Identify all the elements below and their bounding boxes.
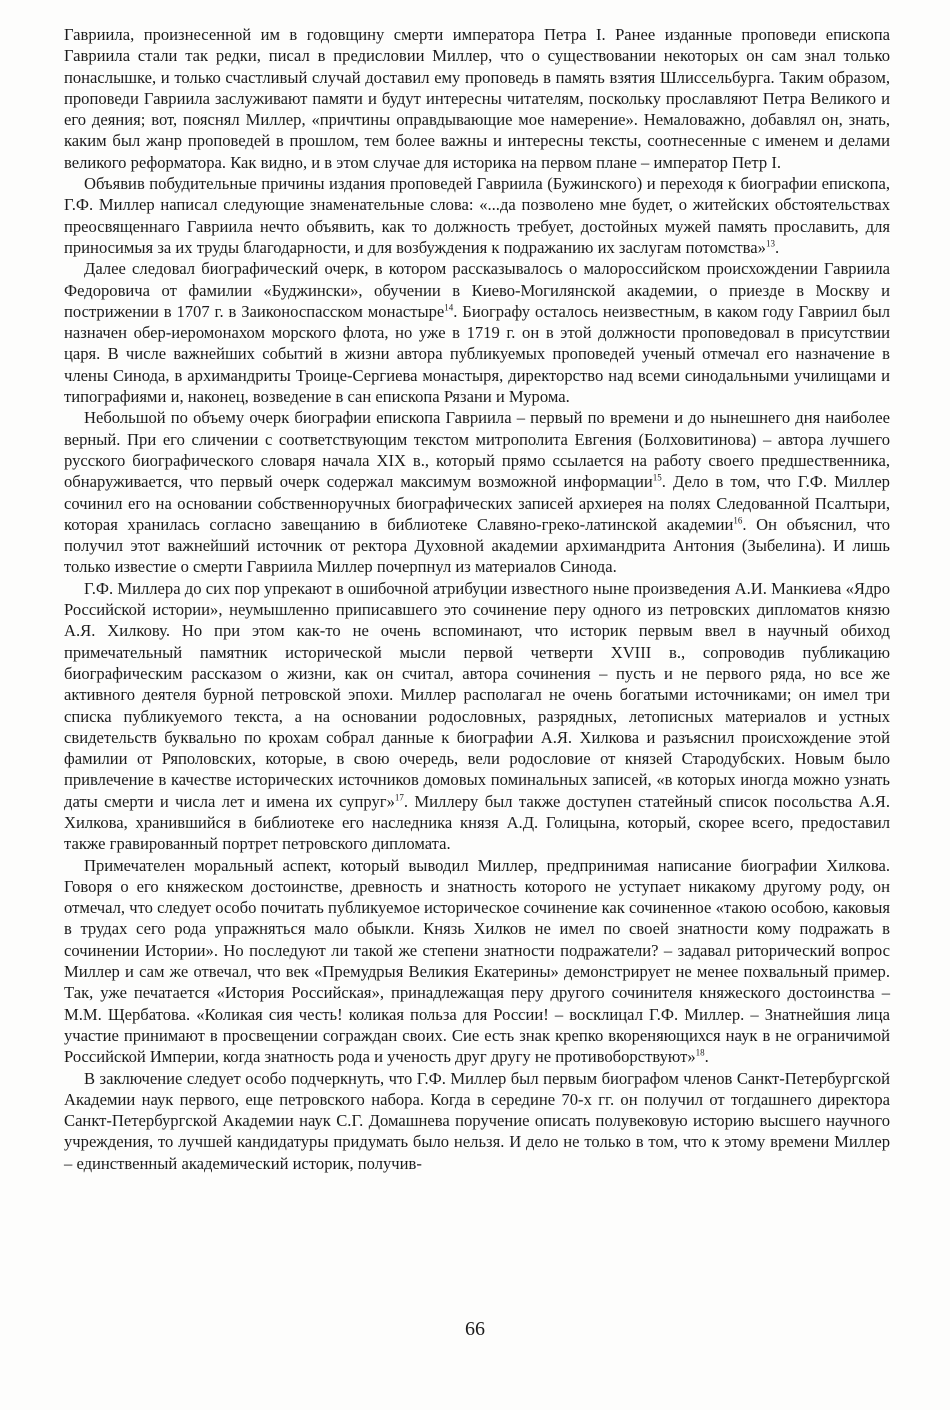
paragraph-4: Небольшой по объему очерк биографии епископа Гавриила – первый по времени и до нынешнего дня наиболее верный. При его сличении с соответствующим текстом митрополита Евгения (Болховитинова) – автора лучшего русского биографического словаря начала XIX в., который прямо ссылается на работу своего предшественника, обнаруживается, что первый очерк содержал максимум возможной информации$^{15}$. Дело в том, что Г.Ф. Миллер сочинил его на основании собственноручных биографических записей архиерея на полях Следованной Псалтыри, которая хранилась согласно завещанию в библиотеке Славяно-греко-латинской академии$^{16}$. Он объяснил, что получил этот важнейший источник от ректора Духовной академии архимандрита Антония (Зыбелина). И лишь только известие о смерти Гавриила Миллер почерпнул из материалов Синода.: [64, 408, 890, 577]
body-text: [64, 24, 890, 1174]
paragraph-5: Г.Ф. Миллера до сих пор упрекают в ошибочной атрибуции известного ныне произведения А.И. Манкиева «Ядро Российской истории», неумышленно приписавшего это сочинение перу одного из петровских дипломатов князю А.Я. Хилкову. Но при этом как-то не очень вспоминают, что историк первым ввел в научный обиход примечательный памятник исторической мысли первой четверти XVIII в., сопроводив публикацию биографическим рассказом о жизни, как он считал, автора сочинения – пусть и не первого ряда, но все же активного деятеля бурной петровской эпохи. Миллер располагал не очень богатыми источниками; он имел три списка публикуемого текста, а на основании родословных, разрядных, летописных материалов и устных свидетельств буквально по крохам собрал данные к биографии А.Я. Хилкова и разъяснил происхождение этой фамилии от Ряполовских, которые, в свою очередь, вели родословие от князей Стародубских. Новым было привлечение в качестве исторических источников домовых поминальных записей, «в которых иногда можно узнать даты смерти и числа лет и имена их супруг»$^{17}$. Миллеру был также доступен статейный список посольства А.Я. Хилкова, хранившийся в библиотеке его наследника князя А.Д. Голицына, который, скорее всего, предоставил также гравированный портрет петровского дипломата.: [64, 578, 890, 854]
paragraph-2: Объявив побудительные причины издания проповедей Гавриила (Бужинского) и переходя к биографии епископа, Г.Ф. Миллер написал следующие знаменательные слова: «...да позволено мне будет, о житейских обстоятельствах преосвященнаго Гавриила нечто объявить, как то должность требует, достойных мужей память прославить, для приносимыя за их труды благодарности, и для возбуждения к подражанию их заслугам потомства»$^{13}$.: [64, 174, 890, 257]
paragraph-7: В заключение следует особо подчеркнуть, что Г.Ф. Миллер был первым биографом членов Санкт-Петербургской Академии наук первого, еще петровского набора. Когда в середине 70-х гг. он получил от тогдашнего директора Санкт-Петербургской Академии наук С.Г. Домашнева поручение описать полувековую историю высшего научного учреждения, то лучшей кандидатуры придумать было нельзя. И дело не только в том, что к этому времени Миллер – единственный академический историк, получив-: [64, 1068, 890, 1173]
footnote-ref-18[interactable]: 18: [695, 1047, 705, 1058]
page-number: 66: [465, 1318, 485, 1340]
paragraph-6: Примечателен моральный аспект, который выводил Миллер, предпринимая написание биографии Хилкова. Говоря о его княжеском достоинстве, древность и знатность которого не уступает никакому другому роду, он отмечал, что следует особо почитать публикуемое историческое сочинение как сочиненное «такою особою, каковыя в трудах сего рода упражняться мало обыкли. Князь Хилков не имел по своей знатности кому подражать в сочинении Истории». Но последуют ли такой же степени знатности подражатели? – задавал риторический вопрос Миллер и сам же отвечал, что век «Премудрыя Великия Екатерины» демонстрирует не менее похвальный пример. Так, уже печатается «История Российская», принадлежащая перу другого сочинителя княжеского достоинства – М.М. Щербатова. «Коликая сия честь! коликая польза для России! – восклицал Г.Ф. Миллер. – Знатнейшия лица участие принимают в просвещении сограждан своих. Сие есть знак крепко вкореняющихся наук в не ограничимой Российской Империи, когда знатность рода и ученость друг другу не противоборствуют»$^{18}$.: [64, 855, 890, 1067]
footnote-ref-13[interactable]: 13: [765, 238, 775, 249]
paragraph-3: Далее следовал биографический очерк, в котором рассказывалось о малороссийском происхождении Гавриила Федоровича от фамилии «Буджински», обучении в Киево-Могилянской академии, о приезде в Москву и пострижении в 1707 г. в Заиконоспасском монастыре$^{14}$. Биографу осталось неизвестным, в каком году Гавриил был назначен обер-иеромонахом морского флота, но уже в 1719 г. он в этой должности проповедовал в присутствии царя. В числе важнейших событий в жизни автора публикуемых проповедей ученый отмечал его назначение в члены Синода, в архимандриты Троице-Сергиева монастыря, директорство над всеми синодальными училищами и типографиями и, наконец, возведение в сан епископа Рязани и Мурома.: [64, 259, 890, 407]
paragraph-1: Гавриила, произнесенной им в годовщину смерти императора Петра I. Ранее изданные проповеди епископа Гавриила стали так редки, писал в предисловии Миллер, что о существовании некоторых он сам знал только понаслышке, и только счастливый случай доставил ему проповедь в память взятия Шлиссельбурга. Таким образом, проповеди Гавриила заслуживают памяти и будут интересны читателям, поскольку прославляют Петра Великого и его деяния; вот, пояснял Миллер, «причтины оправдывающие мое намерение». Немаловажно, добавлял он, знать, каким был жанр проповедей в прошлом, тем более важны и интересны тексты, соотнесенные с именем и делами великого реформатора. Как видно, и в этом случае для историка на первом плане – император Петр I.: [64, 25, 890, 172]
footnote-ref-17[interactable]: 17: [394, 792, 404, 803]
footnote-ref-16[interactable]: 16: [733, 515, 743, 526]
footnote-ref-15[interactable]: 15: [652, 472, 662, 483]
footnote-ref-14[interactable]: 14: [444, 302, 454, 313]
